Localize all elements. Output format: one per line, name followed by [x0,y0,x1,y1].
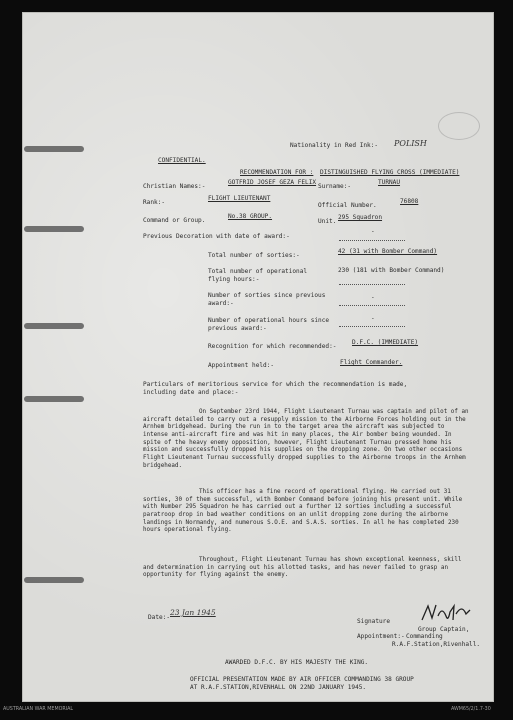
particulars-line1: Particulars of meritorious service for which the recommendation is made, [143,381,408,388]
punch-hole [24,226,84,232]
recommendation-value: DISTINGUISHED FLYING CROSS (IMMEDIATE) [320,169,460,176]
official-number-label: Official Number. [318,202,377,209]
unit-value: 295 Squadron [338,214,383,221]
archive-footer-left: AUSTRALIAN WAR MEMORIAL [3,707,74,712]
unit-label: Unit. [318,218,337,225]
citation-paragraph-1: On September 23rd 1944, Flight Lieutenant Turnau was captain and pilot of an aircraft detailed to carry out a resupply mission to the Airborne Forces holding out in the Arnhem bridgehead. During the run in to the target area the aircraft was subjected to intense anti-aircraft fire and was hit in many places, the Air bomber being wounded. In spite of the heavy enemy opposition, however, Flight Lieutenant Turnau pressed home his mission and successfully dropped his supplies on the dropping zone. On two other occasions Flight Lieutenant Turnau successfully dropped supplies to the Airborne troops in the Arnhem bridgehead. [143,409,469,469]
date-value: 23 Jan 1945 [170,608,216,617]
signer-rank: Group Captain, [418,626,470,633]
blank-line [339,326,405,327]
surname-label: Surname:- [318,183,352,190]
sorties-since-label-line1: Number of sorties since previous [208,292,326,299]
previous-decoration-label: Previous Decoration with date of award:- [143,233,290,240]
appointment-signature-label: Appointment:- [357,633,405,640]
awarded-note: AWARDED D.F.C. BY HIS MAJESTY THE KING. [225,659,369,666]
appointment-held-value: Flight Commander. [340,359,403,366]
recognition-label: Recognition for which recommended:- [208,343,337,350]
sorties-since-value: - [371,294,375,301]
recommendation-label: RECOMMENDATION FOR : [240,169,314,176]
presentation-note-line1: OFFICIAL PRESENTATION MADE BY AIR OFFICER COMMANDING 38 GROUP [190,676,414,683]
total-hours-label-line1: Total number of operational [208,268,308,275]
christian-names-label: Christian Names:- [143,183,206,190]
command-value: No.38 GROUP. [228,213,273,220]
appointment-signature-value: Commanding [406,633,443,640]
punch-hole [24,577,84,583]
hours-since-value: - [371,315,375,322]
citation-paragraph-2: This officer has a fine record of operational flying. He carried out 31 sorties, 30 of them successful, with Bomber Command before joining his present unit. While with Number 295 Squadron he has carried out a further 12 sorties including a successful paratroop drop in bad weather conditions on an unlit dropping zone during the airborne landings in Normandy, and numerous S.O.E. and S.A.S. sorties. In all he has completed 230 hours operational flying. [143,489,463,534]
official-number-value: 76808 [400,198,419,205]
citation-paragraph-3: Throughout, Flight Lieutenant Turnau has shown exceptional keenness, skill and determination in carrying out his allotted tasks, and has never failed to grasp an opportunity for flying against the enemy. [143,557,462,579]
particulars-line2: including date and place:- [143,389,239,396]
blank-line [339,305,405,306]
total-hours-label-line2: flying hours:- [208,276,260,283]
recognition-value: D.F.C. (IMMEDIATE) [352,339,419,346]
blank-line [339,284,405,285]
total-sorties-value: 42 (31 with Bomber Command) [338,248,438,255]
total-sorties-label: Total number of sorties:- [208,252,300,259]
hours-since-label-line1: Number of operational hours since [208,317,330,324]
total-hours-value: 230 (181 with Bomber Command) [338,267,445,274]
hours-since-label-line2: previous award:- [208,325,267,332]
station-name: R.A.F.Station,Rivenhall. [392,641,481,648]
document-page [22,12,494,702]
surname-value: TURNAU [378,179,401,186]
rank-label: Rank:- [143,199,166,206]
archive-footer-right: AWM65/2/1.7-30 [451,707,491,712]
punch-hole [24,396,84,402]
nationality-value: POLISH [394,139,427,148]
sorties-since-label-line2: award:- [208,300,234,307]
blank-line [339,240,405,241]
punch-hole [24,146,84,152]
christian-names-value: GOTFRID JOSEF GEZA FELIX [228,179,317,186]
embossed-seal-icon [438,112,480,140]
confidential-marking: CONFIDENTIAL. [158,157,206,164]
nationality-label: Nationality in Red Ink:- [290,142,379,149]
presentation-note-line2: AT R.A.F.STATION,RIVENHALL ON 22ND JANUARY 1945. [190,684,367,691]
command-label: Command or Group. [143,217,206,224]
handwritten-signature-icon [420,602,472,624]
signature-label: Signature [357,618,391,625]
rank-value: FLIGHT LIEUTENANT [208,195,271,202]
previous-decoration-value: - [371,228,375,235]
date-label: Date:- [148,614,171,621]
appointment-held-label: Appointment held:- [208,362,275,369]
punch-hole [24,323,84,329]
